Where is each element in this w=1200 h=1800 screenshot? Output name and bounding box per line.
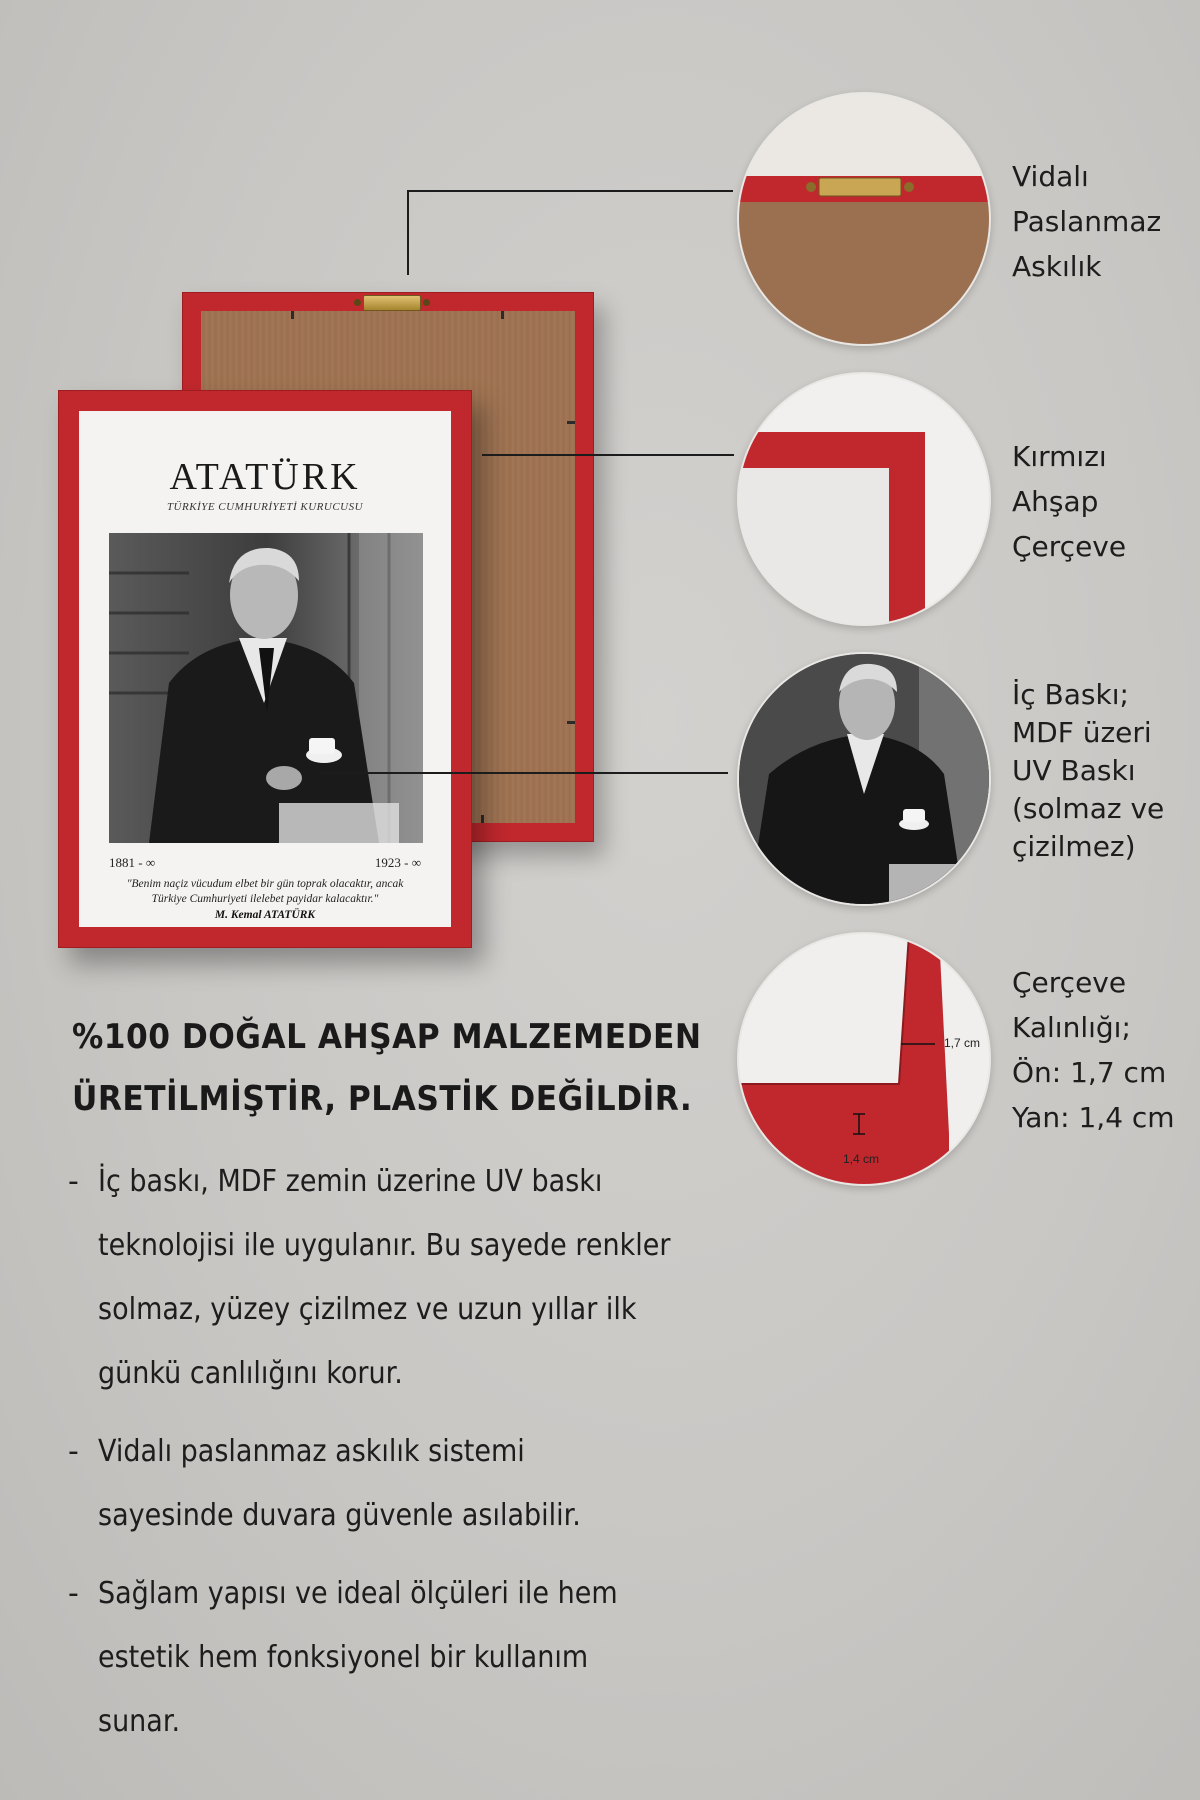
bullet-item bbox=[68, 1562, 768, 1754]
feature-label-line: İç Baskı; bbox=[1012, 678, 1129, 711]
feature-label-line: Ön: 1,7 cm bbox=[1012, 1056, 1167, 1089]
poster-title: ATATÜRK bbox=[169, 456, 361, 498]
poster-subtitle: TÜRKİYE CUMHURİYETİ KURUCUSU bbox=[166, 501, 364, 513]
feature-label-line: Çerçeve bbox=[1012, 966, 1127, 999]
bullet-marker: - bbox=[68, 1164, 79, 1199]
feature-label-hanger bbox=[1012, 154, 1161, 289]
headline-line: ÜRETİLMİŞTİR, PLASTİK DEĞİLDİR. bbox=[72, 1079, 693, 1119]
back-clip bbox=[567, 421, 575, 424]
detail-circle-hanger bbox=[737, 92, 991, 346]
poster-birth-year: 1881 - ∞ bbox=[109, 855, 156, 870]
portrait-icon bbox=[109, 533, 423, 843]
bullet-marker: - bbox=[68, 1434, 79, 1469]
feature-label-line: Paslanmaz bbox=[1012, 205, 1162, 238]
poster-republic-year: 1923 - ∞ bbox=[374, 855, 421, 870]
bullet-item bbox=[68, 1150, 768, 1406]
bullet-text bbox=[98, 1150, 755, 1406]
poster-quote bbox=[95, 877, 435, 907]
feature-label-line: çizilmez) bbox=[1012, 830, 1136, 863]
detail-circle-thickness bbox=[737, 932, 991, 1186]
front-frame-image bbox=[58, 390, 472, 948]
bullet-line: solmaz, yüzey çizilmez ve uzun yıllar ilk bbox=[98, 1292, 637, 1327]
bullet-line: teknolojisi ile uygulanır. Bu sayede renkler bbox=[98, 1228, 671, 1263]
back-clip bbox=[291, 311, 294, 319]
detail-circle-print bbox=[737, 652, 991, 906]
bullet-line: sayesinde duvara güvenle asılabilir. bbox=[98, 1498, 581, 1533]
connector-line bbox=[482, 454, 734, 456]
feature-label-line: Kırmızı bbox=[1012, 440, 1107, 473]
bullet-line: estetik hem fonksiyonel bir kullanım bbox=[98, 1640, 589, 1675]
connector-line bbox=[407, 190, 733, 192]
feature-label-thickness bbox=[1012, 960, 1175, 1140]
bullet-line: Vidalı paslanmaz askılık sistemi bbox=[98, 1434, 525, 1469]
poster-quote-line: "Benim naçiz vücudum elbet bir gün toprak olacaktır, ancak bbox=[126, 878, 404, 890]
bullet-marker: - bbox=[68, 1576, 79, 1611]
bullet-line: İç baskı, MDF zemin üzerine UV baskı bbox=[98, 1164, 603, 1199]
feature-label-line: UV Baskı bbox=[1012, 754, 1136, 787]
poster-quote-line: Türkiye Cumhuriyeti ilelebet payidar kalacaktır." bbox=[151, 893, 379, 905]
back-clip bbox=[481, 815, 484, 823]
poster-signature: M. Kemal ATATÜRK bbox=[214, 909, 316, 921]
poster bbox=[79, 411, 451, 927]
bullet-text bbox=[98, 1562, 755, 1754]
feature-label-line: Çerçeve bbox=[1012, 530, 1127, 563]
portrait-photo bbox=[109, 533, 423, 843]
feature-label-line: MDF üzeri bbox=[1012, 716, 1152, 749]
connector-line bbox=[320, 772, 728, 774]
feature-label-line: Kalınlığı; bbox=[1012, 1011, 1131, 1044]
connector-line bbox=[407, 191, 409, 275]
side-thickness-label: 1,4 cm bbox=[843, 1152, 880, 1166]
headline bbox=[72, 1006, 702, 1130]
bullet-item bbox=[68, 1420, 768, 1548]
bullet-text bbox=[98, 1420, 755, 1548]
feature-label-line: (solmaz ve bbox=[1012, 792, 1165, 825]
feature-label-line: Askılık bbox=[1012, 250, 1102, 283]
feature-label-line: Ahşap bbox=[1012, 485, 1099, 518]
detail-circle-frame bbox=[737, 372, 991, 626]
bullet-line: sunar. bbox=[98, 1704, 181, 1739]
bullet-line: günkü canlılığını korur. bbox=[98, 1356, 403, 1391]
feature-label-line: Vidalı bbox=[1012, 160, 1089, 193]
feature-label-frame bbox=[1012, 434, 1126, 569]
feature-label-line: Yan: 1,4 cm bbox=[1012, 1101, 1175, 1134]
front-thickness-label: 1,7 cm bbox=[944, 1036, 981, 1050]
headline-line: %100 DOĞAL AHŞAP MALZEMEDEN bbox=[72, 1017, 702, 1057]
back-clip bbox=[567, 721, 575, 724]
back-clip bbox=[501, 311, 504, 319]
bullet-line: Sağlam yapısı ve ideal ölçüleri ile hem bbox=[98, 1576, 618, 1611]
hanger-icon bbox=[363, 295, 421, 311]
bullet-list bbox=[68, 1150, 768, 1768]
feature-label-print bbox=[1012, 676, 1164, 866]
